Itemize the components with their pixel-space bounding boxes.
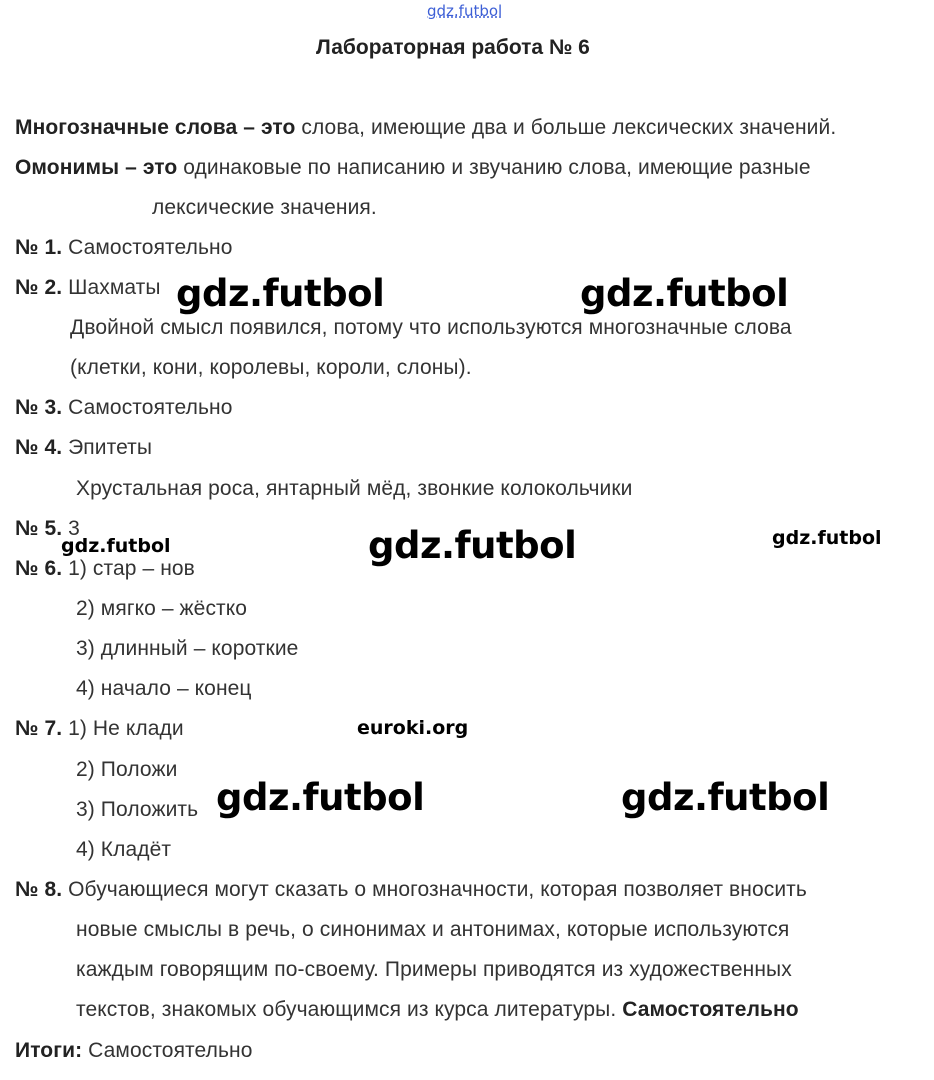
task-text: Эпитеты — [62, 436, 153, 459]
task-8-line — [76, 990, 799, 1030]
task-2 — [15, 268, 161, 308]
task-item: 3) длинный – короткие — [76, 637, 299, 660]
definition-homonyms — [15, 148, 811, 188]
task-3 — [15, 388, 232, 428]
task-item: 3) Положить — [76, 798, 199, 821]
task-item: 2) Положи — [76, 758, 178, 781]
task-7 — [15, 709, 184, 749]
task-label: № 2. — [15, 276, 63, 299]
task-text: Шахматы — [62, 276, 161, 299]
definition-text: одинаковые по написанию и звучанию слова, имеющие разные — [177, 156, 811, 179]
task-text: Обучающиеся могут сказать о многозначности, которая позволяет вносить — [62, 878, 807, 901]
task-8-line-bold: Самостоятельно — [622, 998, 799, 1021]
task-4-epithets-line: Хрустальная роса, янтарный мёд, звонкие колокольчики — [76, 477, 633, 500]
task-8-line: каждым говорящим по-своему. Примеры приводятся из художественных — [76, 958, 792, 981]
task-text: Самостоятельно — [62, 396, 233, 419]
task-label: № 4. — [15, 436, 63, 459]
task-1 — [15, 228, 232, 268]
watermark: gdz.futbol — [621, 776, 830, 819]
task-8 — [15, 870, 807, 910]
watermark: gdz.futbol — [772, 527, 882, 549]
page-title: Лабораторная работа № 6 — [316, 36, 590, 59]
watermark: gdz.futbol — [368, 524, 577, 567]
task-label: № 3. — [15, 396, 63, 419]
watermark: gdz.futbol — [580, 272, 789, 315]
definition-term: Многозначные слова – это — [15, 116, 296, 139]
watermark: gdz.futbol — [61, 535, 171, 557]
definition-term: Омонимы – это — [15, 156, 178, 179]
definition-homonyms-cont: лексические значения. — [152, 196, 377, 219]
task-2-explanation-line: Двойной смысл появился, потому что используются многозначные слова — [70, 316, 792, 339]
task-item: 1) Не клади — [68, 717, 184, 740]
summary-text: Самостоятельно — [82, 1039, 253, 1062]
task-text: Самостоятельно — [62, 236, 233, 259]
task-item: 1) стар – нов — [68, 557, 195, 580]
task-4 — [15, 428, 152, 468]
task-8-line: новые смыслы в речь, о синонимах и антонимах, которые используются — [76, 918, 790, 941]
task-item: 4) Кладёт — [76, 838, 172, 861]
task-item: 4) начало – конец — [76, 677, 252, 700]
summary-label: Итоги: — [15, 1039, 83, 1062]
header-watermark-link[interactable]: gdz.futbol — [427, 2, 503, 20]
task-label: № 1. — [15, 236, 63, 259]
task-item: 2) мягко – жёстко — [76, 597, 248, 620]
summary — [15, 1031, 253, 1071]
task-2-explanation-line: (клетки, кони, королевы, короли, слоны). — [70, 356, 472, 379]
definition-text: слова, имеющие два и больше лексических значений. — [295, 116, 837, 139]
definition-polysemous — [15, 108, 836, 148]
task-label: № 5. — [15, 517, 63, 540]
task-label: № 7. — [15, 717, 63, 740]
task-label: № 8. — [15, 878, 63, 901]
task-label: № 6. — [15, 557, 63, 580]
watermark: gdz.futbol — [176, 272, 385, 315]
watermark: euroki.org — [357, 717, 469, 739]
task-8-line-text: текстов, знакомых обучающимся из курса литературы. — [76, 998, 623, 1021]
watermark: gdz.futbol — [216, 776, 425, 819]
task-text: 3 — [62, 517, 80, 540]
